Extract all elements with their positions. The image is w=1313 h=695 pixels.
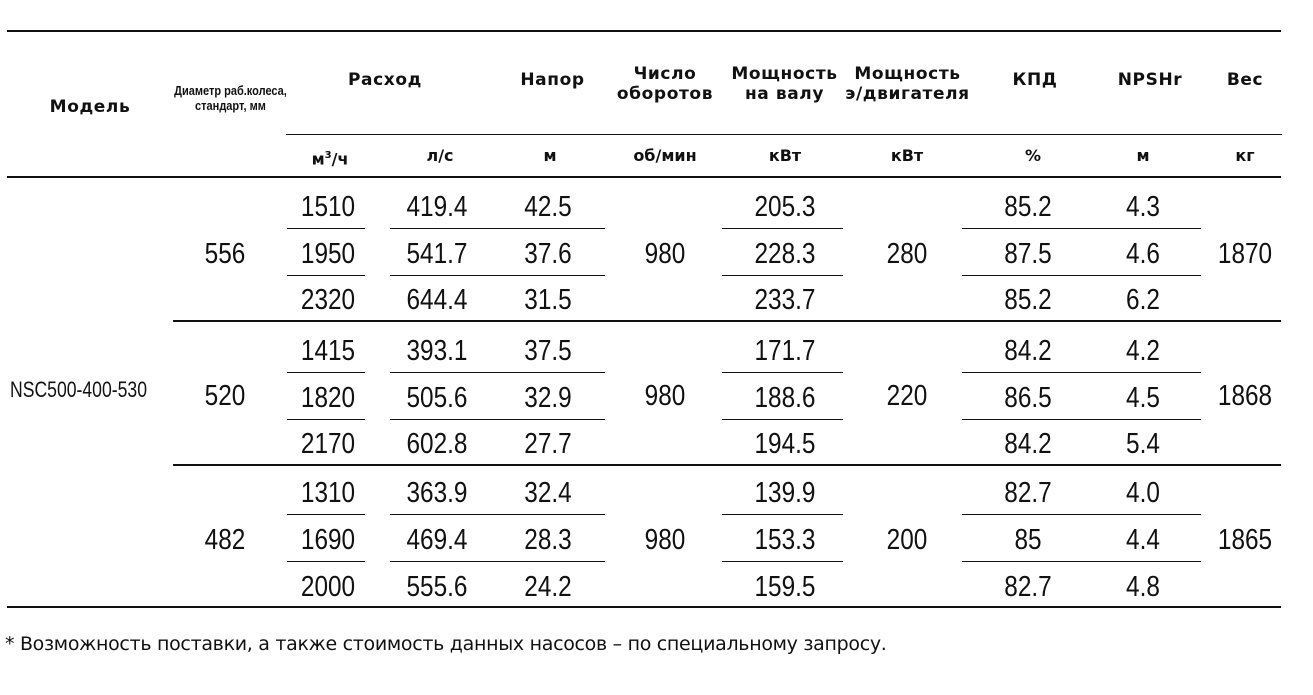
cell-flow-m3h: 1310	[300, 477, 356, 509]
row-divider	[390, 372, 605, 373]
row-divider	[722, 561, 843, 562]
cell-efficiency: 87.5	[1004, 238, 1052, 270]
header-weight: Вес	[1226, 70, 1264, 90]
cell-head: 37.5	[524, 335, 572, 367]
cell-flow-ls: 505.6	[406, 382, 468, 414]
unit-npsh: м	[1136, 146, 1150, 165]
cell-flow-ls: 419.4	[406, 191, 468, 223]
header-motor-line1: Мощность	[854, 64, 961, 84]
table-top-rule	[7, 30, 1281, 32]
header-model: Модель	[49, 97, 131, 117]
unit-weight: кг	[1235, 146, 1255, 165]
cell-shaft-power: 171.7	[754, 335, 816, 367]
row-divider	[722, 372, 843, 373]
row-divider	[390, 275, 605, 276]
unit-flow-ls: л/с	[426, 146, 454, 165]
row-divider	[390, 561, 605, 562]
cell-flow-ls: 393.1	[406, 335, 468, 367]
row-divider	[962, 275, 1201, 276]
cell-npshr: 4.8	[1126, 571, 1160, 603]
group-divider-2	[173, 464, 1281, 466]
motor-power-cell: 220	[886, 380, 928, 412]
cell-head: 37.6	[524, 238, 572, 270]
row-divider	[962, 419, 1201, 420]
cell-flow-m3h: 1510	[300, 191, 356, 223]
cell-npshr: 6.2	[1126, 284, 1160, 316]
weight-cell: 1865	[1217, 524, 1273, 556]
cell-efficiency: 84.2	[1004, 428, 1052, 460]
cell-flow-m3h: 2320	[300, 284, 356, 316]
weight-cell: 1870	[1217, 238, 1273, 270]
cell-npshr: 4.0	[1126, 477, 1160, 509]
cell-flow-m3h: 1415	[300, 335, 356, 367]
header-shaft-line2: на валу	[744, 84, 825, 104]
cell-efficiency: 84.2	[1004, 335, 1052, 367]
unit-shaft: кВт	[768, 146, 802, 165]
diameter-cell: 520	[204, 380, 246, 412]
cell-flow-ls: 555.6	[406, 571, 468, 603]
speed-cell: 980	[644, 238, 686, 270]
row-divider	[962, 372, 1201, 373]
cell-flow-m3h: 1690	[300, 524, 356, 556]
weight-cell: 1868	[1217, 380, 1273, 412]
cell-flow-ls: 541.7	[406, 238, 468, 270]
header-diameter-line1: Диаметр раб.колеса,	[174, 84, 287, 98]
cell-npshr: 5.4	[1126, 428, 1160, 460]
row-divider	[287, 228, 365, 229]
group-divider-1	[173, 320, 1281, 322]
cell-shaft-power: 228.3	[754, 238, 816, 270]
cell-head: 27.7	[524, 428, 572, 460]
header-diameter-line2: стандарт, мм	[195, 99, 266, 113]
cell-head: 31.5	[524, 284, 572, 316]
cell-efficiency: 82.7	[1004, 477, 1052, 509]
cell-head: 24.2	[524, 571, 572, 603]
header-head: Напор	[520, 70, 585, 90]
row-divider	[722, 275, 843, 276]
cell-head: 32.9	[524, 382, 572, 414]
cell-efficiency: 85	[1014, 524, 1042, 556]
cell-npshr: 4.4	[1126, 524, 1160, 556]
cell-flow-m3h: 1950	[300, 238, 356, 270]
unit-head: м	[543, 146, 557, 165]
header-bottom-rule	[7, 176, 1281, 178]
header-shaft-line1: Мощность	[731, 64, 838, 84]
cell-head: 28.3	[524, 524, 572, 556]
cell-efficiency: 86.5	[1004, 382, 1052, 414]
cell-npshr: 4.5	[1126, 382, 1160, 414]
cell-flow-ls: 469.4	[406, 524, 468, 556]
header-speed-line2: оборотов	[616, 84, 714, 104]
cell-npshr: 4.3	[1126, 191, 1160, 223]
speed-cell: 980	[644, 380, 686, 412]
cell-shaft-power: 233.7	[754, 284, 816, 316]
row-divider	[722, 228, 843, 229]
unit-speed: об/мин	[633, 146, 697, 165]
row-divider	[287, 275, 365, 276]
row-divider	[722, 419, 843, 420]
row-divider	[962, 514, 1201, 515]
cell-shaft-power: 139.9	[754, 477, 816, 509]
cell-npshr: 4.2	[1126, 335, 1160, 367]
cell-flow-ls: 363.9	[406, 477, 468, 509]
cell-efficiency: 82.7	[1004, 571, 1052, 603]
header-unit-divider	[286, 134, 1282, 135]
cell-efficiency: 85.2	[1004, 191, 1052, 223]
header-npsh: NPSHr	[1117, 70, 1183, 90]
cell-efficiency: 85.2	[1004, 284, 1052, 316]
motor-power-cell: 200	[886, 524, 928, 556]
row-divider	[722, 514, 843, 515]
cell-flow-m3h: 2170	[300, 428, 356, 460]
header-efficiency: КПД	[1012, 70, 1058, 90]
model-name: NSC500-400-530	[10, 377, 147, 402]
cell-flow-m3h: 1820	[300, 382, 356, 414]
row-divider	[390, 419, 605, 420]
motor-power-cell: 280	[886, 238, 928, 270]
cell-head: 32.4	[524, 477, 572, 509]
unit-motor: кВт	[890, 146, 924, 165]
cell-shaft-power: 153.3	[754, 524, 816, 556]
row-divider	[287, 514, 365, 515]
cell-flow-m3h: 2000	[300, 571, 356, 603]
cell-shaft-power: 205.3	[754, 191, 816, 223]
cell-shaft-power: 159.5	[754, 571, 816, 603]
header-flow: Расход	[348, 70, 422, 90]
cell-npshr: 4.6	[1126, 238, 1160, 270]
header-motor-line2: э/двигателя	[845, 84, 970, 104]
row-divider	[390, 514, 605, 515]
row-divider	[287, 419, 365, 420]
row-divider	[287, 561, 365, 562]
speed-cell: 980	[644, 524, 686, 556]
unit-flow-m3h: $м^3/ч$	[311, 149, 349, 169]
cell-shaft-power: 188.6	[754, 382, 816, 414]
diameter-cell: 556	[204, 238, 246, 270]
table-bottom-rule	[7, 606, 1281, 608]
row-divider	[287, 372, 365, 373]
footnote: * Возможность поставки, а также стоимость данных насосов – по специальному запросу.	[5, 633, 887, 655]
row-divider	[390, 228, 605, 229]
row-divider	[962, 228, 1201, 229]
cell-shaft-power: 194.5	[754, 428, 816, 460]
unit-efficiency: %	[1024, 146, 1042, 165]
header-speed-line1: Число	[633, 64, 697, 84]
diameter-cell: 482	[204, 524, 246, 556]
cell-head: 42.5	[524, 191, 572, 223]
cell-flow-ls: 644.4	[406, 284, 468, 316]
cell-flow-ls: 602.8	[406, 428, 468, 460]
row-divider	[962, 561, 1201, 562]
